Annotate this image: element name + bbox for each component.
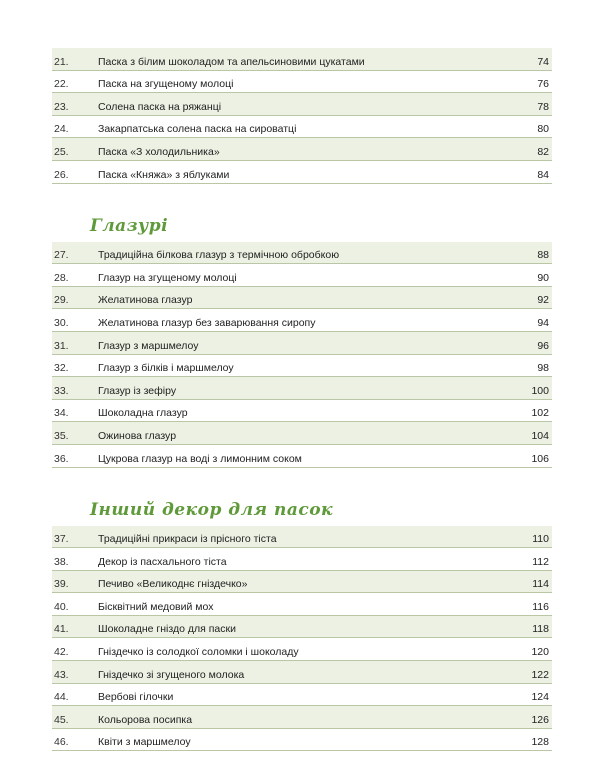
toc-row[interactable] xyxy=(52,706,552,729)
toc-item-number: 32. xyxy=(54,362,69,375)
toc-item-title: Желатинова глазур без заварювання сиропу xyxy=(98,316,316,329)
toc-item-number: 45. xyxy=(54,713,69,726)
toc-item-page: 120 xyxy=(531,646,549,659)
toc-item-title: Шоколадна глазур xyxy=(98,407,188,420)
toc-item-number: 37. xyxy=(54,533,69,546)
toc-item-page: 116 xyxy=(532,600,549,613)
toc-row[interactable] xyxy=(52,71,552,94)
toc-item-title: Глазур із зефіру xyxy=(98,384,177,397)
toc-row[interactable] xyxy=(52,445,552,468)
toc-item-number: 25. xyxy=(54,145,69,158)
toc-item-page: 114 xyxy=(532,578,549,591)
toc-row[interactable] xyxy=(52,684,552,707)
toc-row[interactable] xyxy=(52,48,552,71)
toc-row[interactable] xyxy=(52,571,552,594)
toc-item-title: Паска на згущеному молоці xyxy=(98,78,234,91)
toc-item-page: 80 xyxy=(537,123,549,136)
toc-row[interactable] xyxy=(52,138,552,161)
toc-row[interactable] xyxy=(52,400,552,423)
toc-item-title: Паска з білим шоколадом та апельсиновими цукатами xyxy=(98,55,365,68)
toc-row[interactable] xyxy=(52,332,552,355)
toc-row[interactable] xyxy=(52,355,552,378)
table-of-contents xyxy=(52,48,552,751)
toc-item-title: Паска «Княжа» з яблуками xyxy=(98,168,230,181)
toc-item-title: Квіти з маршмелоу xyxy=(98,736,191,749)
toc-row[interactable] xyxy=(52,264,552,287)
toc-item-page: 122 xyxy=(531,668,549,681)
section-heading: Інший декор для пасок xyxy=(90,499,334,520)
section-gap xyxy=(52,184,552,206)
toc-item-page: 92 xyxy=(537,294,549,307)
toc-row[interactable] xyxy=(52,287,552,310)
toc-item-title: Шоколадне гніздо для паски xyxy=(98,623,236,636)
toc-item-number: 23. xyxy=(54,100,69,113)
toc-item-number: 22. xyxy=(54,78,69,91)
toc-item-number: 43. xyxy=(54,668,69,681)
section-gap xyxy=(52,468,552,490)
toc-item-title: Желатинова глазур xyxy=(98,294,193,307)
toc-item-number: 29. xyxy=(54,294,69,307)
section-heading: Глазурі xyxy=(90,215,169,236)
toc-row[interactable] xyxy=(52,242,552,265)
toc-item-title: Цукрова глазур на воді з лимонним соком xyxy=(98,452,302,465)
toc-item-page: 106 xyxy=(531,452,549,465)
toc-item-title: Бісквітний медовий мох xyxy=(98,600,214,613)
toc-item-number: 41. xyxy=(54,623,69,636)
toc-row[interactable] xyxy=(52,93,552,116)
toc-item-page: 110 xyxy=(532,533,549,546)
toc-item-title: Традиційна білкова глазур з термічною обробкою xyxy=(98,249,340,262)
toc-item-title: Гніздечко зі згущеного молока xyxy=(98,668,245,681)
toc-item-title: Глазур на згущеному молоці xyxy=(98,271,237,284)
toc-item-number: 28. xyxy=(54,271,69,284)
toc-item-page: 96 xyxy=(537,339,549,352)
toc-item-page: 78 xyxy=(537,100,549,113)
toc-item-page: 94 xyxy=(537,316,549,329)
toc-row[interactable] xyxy=(52,309,552,332)
toc-row[interactable] xyxy=(52,638,552,661)
toc-item-title: Глазур з маршмелоу xyxy=(98,339,199,352)
toc-row[interactable] xyxy=(52,616,552,639)
toc-item-number: 21. xyxy=(54,55,69,68)
toc-item-number: 39. xyxy=(54,578,69,591)
toc-item-page: 104 xyxy=(531,429,549,442)
toc-item-number: 34. xyxy=(54,407,69,420)
toc-row[interactable] xyxy=(52,526,552,549)
toc-item-number: 40. xyxy=(54,600,69,613)
toc-row[interactable] xyxy=(52,161,552,184)
toc-row[interactable] xyxy=(52,729,552,752)
toc-item-page: 100 xyxy=(531,384,549,397)
toc-row[interactable] xyxy=(52,548,552,571)
toc-item-number: 44. xyxy=(54,691,69,704)
toc-row[interactable] xyxy=(52,661,552,684)
toc-item-page: 126 xyxy=(531,713,549,726)
toc-item-number: 35. xyxy=(54,429,69,442)
toc-item-number: 24. xyxy=(54,123,69,136)
toc-item-title: Традиційні прикраси із прісного тіста xyxy=(98,533,277,546)
toc-item-page: 84 xyxy=(537,168,549,181)
toc-item-title: Солена паска на ряжанці xyxy=(98,100,222,113)
toc-item-title: Гніздечко із солодкої соломки і шоколаду xyxy=(98,646,299,659)
toc-row[interactable] xyxy=(52,593,552,616)
toc-item-number: 36. xyxy=(54,452,69,465)
toc-item-page: 102 xyxy=(531,407,549,420)
toc-item-title: Вербові гілочки xyxy=(98,691,174,704)
toc-item-page: 118 xyxy=(532,623,549,636)
toc-item-title: Паска «З холодильника» xyxy=(98,145,220,158)
toc-item-title: Глазур з білків і маршмелоу xyxy=(98,362,234,375)
toc-item-page: 88 xyxy=(537,249,549,262)
toc-item-number: 30. xyxy=(54,316,69,329)
toc-item-number: 46. xyxy=(54,736,69,749)
toc-item-title: Закарпатська солена паска на сироватці xyxy=(98,123,297,136)
toc-item-page: 82 xyxy=(537,145,549,158)
toc-item-title: Ожинова глазур xyxy=(98,429,177,442)
toc-row[interactable] xyxy=(52,422,552,445)
toc-item-page: 90 xyxy=(537,271,549,284)
toc-row[interactable] xyxy=(52,116,552,139)
toc-item-page: 124 xyxy=(531,691,549,704)
toc-item-number: 38. xyxy=(54,555,69,568)
toc-item-title: Печиво «Великоднє гніздечко» xyxy=(98,578,248,591)
toc-item-page: 76 xyxy=(537,78,549,91)
toc-item-number: 33. xyxy=(54,384,69,397)
toc-item-number: 26. xyxy=(54,168,69,181)
toc-row[interactable] xyxy=(52,377,552,400)
toc-item-title: Кольорова посипка xyxy=(98,713,193,726)
toc-item-page: 98 xyxy=(537,362,549,375)
toc-item-page: 112 xyxy=(532,555,549,568)
toc-item-number: 42. xyxy=(54,646,69,659)
toc-item-page: 74 xyxy=(537,55,549,68)
toc-item-number: 27. xyxy=(54,249,69,262)
toc-item-page: 128 xyxy=(531,736,549,749)
toc-item-number: 31. xyxy=(54,339,69,352)
toc-item-title: Декор із пасхального тіста xyxy=(98,555,227,568)
